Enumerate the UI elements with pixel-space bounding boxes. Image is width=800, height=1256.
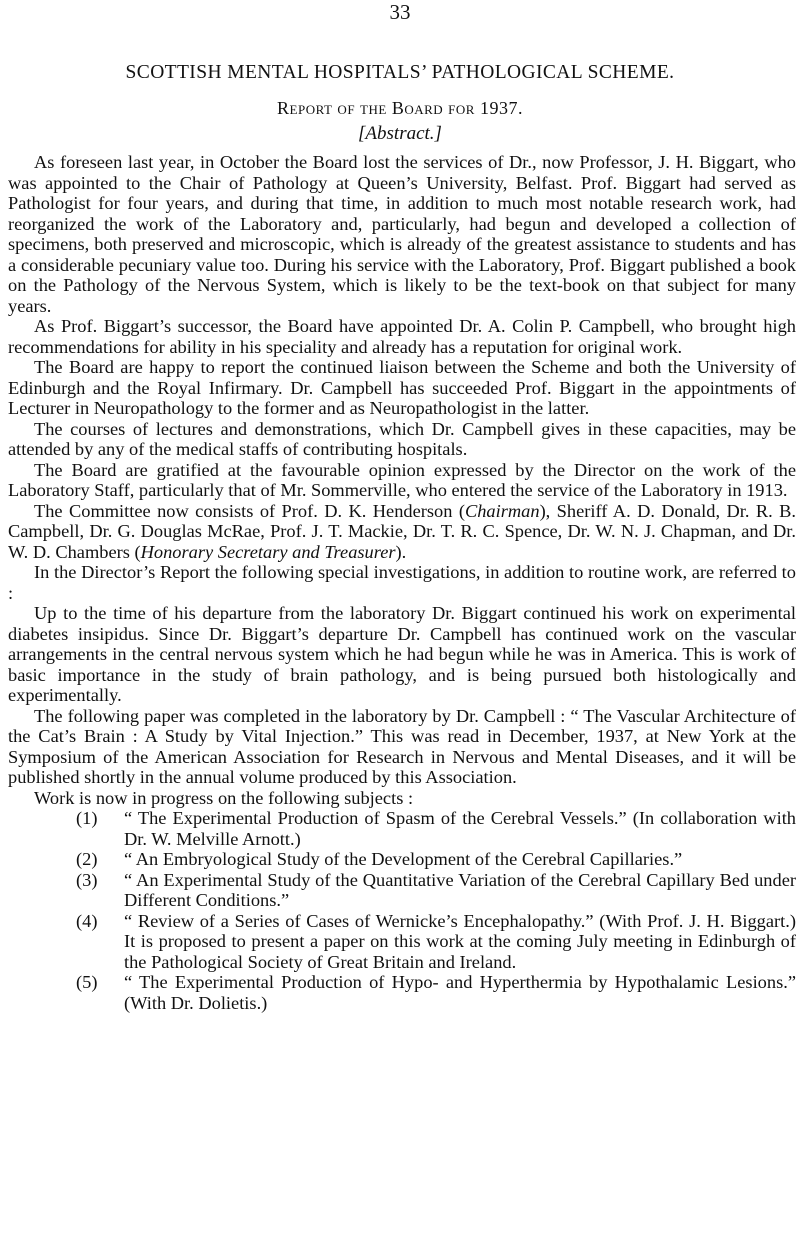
list-item — [76, 849, 796, 870]
paragraph-staff: The Board are gratified at the favourable opinion expressed by the Director on the work of the Laboratory Staff, particularly that of Mr. Sommerville, who entered the service of the Laboratory in 1913. — [8, 459, 796, 500]
abstract-label: [Abstract.] — [358, 123, 442, 144]
list-item-text: “ An Embryological Study of the Development of the Cerebral Capillaries.” — [124, 849, 683, 869]
list-item-text: “ An Experimental Study of the Quantitative Variation of the Cerebral Capillary Bed under Different Conditions.” — [124, 869, 796, 910]
list-item-number: (5) — [76, 972, 98, 992]
report-title: SCOTTISH MENTAL HOSPITALS’ PATHOLOGICAL SCHEME. — [125, 62, 675, 83]
list-item — [76, 808, 796, 849]
list-item-text: “ The Experimental Production of Spasm of the Cerebral Vessels.” (In collaboration with Dr. W. Melville Arnott.) — [124, 808, 796, 849]
chairman-role: Chairman — [464, 500, 540, 521]
list-item-number: (1) — [76, 808, 98, 828]
paragraph-investigations-intro: In the Director’s Report the following special investigations, in addition to routine work, are referred to : — [8, 562, 796, 603]
paragraph-paper-completed: The following paper was completed in the laboratory by Dr. Campbell : “ The Vascular Architecture of the Cat’s Brain : A Study by Vital Injection.” This was read in December, 1937, at New York at the Symposium of the American Association for Research in Nervous and Mental Diseases, and it will be published shortly in the annual volume produced by this Association. — [8, 705, 796, 787]
paragraph-liaison: The Board are happy to report the continued liaison between the Scheme and both the University of Edinburgh and the Royal Infirmary. Dr. Campbell has succeeded Prof. Biggart in the appointments of Lecturer in Neuropathology to the former and as Neuropathologist in the latter. — [8, 357, 796, 418]
report-body — [8, 152, 796, 1013]
page-number: 33 — [389, 0, 411, 24]
list-item — [76, 910, 796, 973]
paragraph-lectures: The courses of lectures and demonstrations, which Dr. Campbell gives in these capacities, may be attended by any of the medical staffs of contributing hospitals. — [8, 418, 796, 459]
list-item-number: (2) — [76, 849, 98, 869]
list-item — [76, 869, 796, 911]
list-item-text: “ Review of a Series of Cases of Wernicke’s Encephalopathy.” (With Prof. J. H. Biggart.) It is proposed to present a paper on this work at the coming July meeting in Edinburgh of the Pathological Society of Great Britain and Ireland. — [124, 910, 796, 972]
list-item — [76, 972, 796, 1013]
paragraph-biggart-departure: As foreseen last year, in October the Board lost the services of Dr., now Professor, J. H. Biggart, who was appointed to the Chair of Pathology at Queen’s University, Belfast. Prof. Biggart had served as Pathologist for four years, and during that time, in addition to much most notable research work, had reorganized the work of the Laboratory and, particularly, had begun and developed a collection of specimens, both preserved and microscopic, which is already of the greatest assistance to students and has a considerable pecuniary value too. During his service with the Laboratory, Prof. Biggart published a book on the Pathology of the Nervous System, which is likely to be the text-book on that subject for many years. — [8, 152, 796, 316]
list-item-number: (3) — [76, 869, 98, 890]
paragraph-successor: As Prof. Biggart’s successor, the Board have appointed Dr. A. Colin P. Campbell, who brought high recommendations for ability in his speciality and already has a reputation for original work. — [8, 316, 796, 357]
paragraph-committee: The Committee now consists of Prof. D. K. Henderson (Chairman), Sheriff A. D. Donald, Dr. R. B. Campbell, Dr. G. Douglas McRae, Prof. J. T. Mackie, Dr. T. R. C. Spence, Dr. W. N. J. Chapman, and Dr. W. D. Chambers (Honorary Secretary and Treasurer). — [8, 500, 796, 562]
report-subtitle: Report of the Board for 1937. — [277, 98, 523, 118]
paragraph-diabetes-work: Up to the time of his departure from the laboratory Dr. Biggart continued his work on experimental diabetes insipidus. Since Dr. Biggart’s departure Dr. Campbell has continued work on the vascular arrangements in the central nervous system which he had begun while he was in America. This is work of basic importance in the study of brain pathology, and is being pursued both histologically and experimentally. — [8, 603, 796, 705]
paragraph-work-in-progress: Work is now in progress on the following subjects : — [34, 787, 414, 808]
work-items-list — [8, 808, 796, 1013]
list-item-number: (4) — [76, 910, 98, 931]
secretary-role: Honorary Secretary and Treasurer — [140, 541, 396, 562]
list-item-text: “ The Experimental Production of Hypo- and Hyperthermia by Hypothalamic Lesions.” (With Dr. Dolietis.) — [124, 972, 796, 1013]
